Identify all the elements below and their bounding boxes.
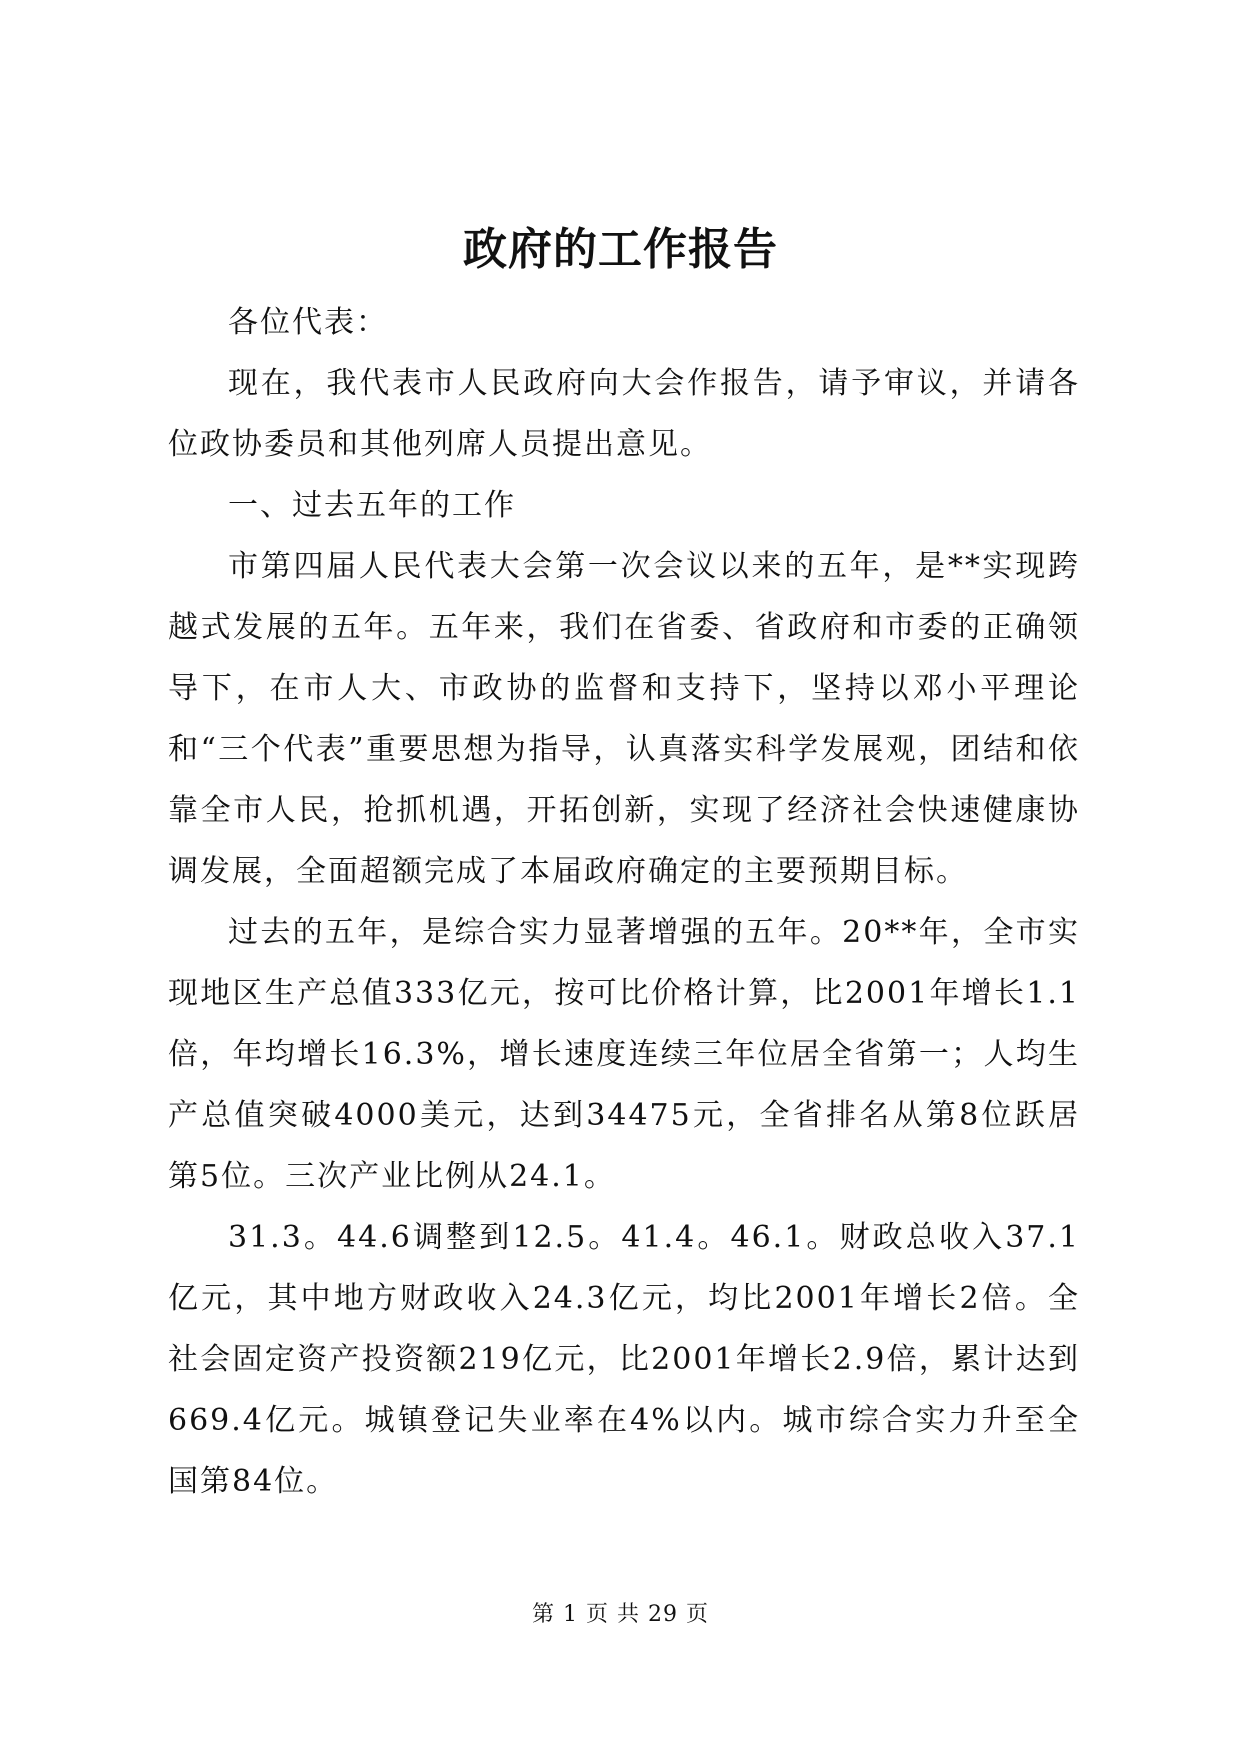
body-paragraph: 市第四届人民代表大会第一次会议以来的五年，是**实现跨越式发展的五年。五年来，我们在省委、省政府和市委的正确领导下，在市人大、市政协的监督和支持下，坚持以邓小平理论和“三个代表”重要思想为指导，认真落实科学发展观，团结和依靠全市人民，抢抓机遇，开拓创新，实现了经济社会快速健康协调发展，全面超额完成了本届政府确定的主要预期目标。 <box>168 549 1080 889</box>
salutation-paragraph: 各位代表： <box>228 305 388 340</box>
document-title: 政府的工作报告 <box>463 224 778 275</box>
body-paragraph: 31.3。44.6调整到12.5。41.4。46.1。财政总收入37.1亿元，其中地方财政收入24.3亿元，均比2001年增长2倍。全社会固定资产投资额219亿元，比2001年增长2.9倍，累计达到669.4亿元。城镇登记失业率在4%以内。城市综合实力升至全国第84位。 <box>168 1220 1080 1499</box>
page-footer: 第 1 页 共 29 页 <box>532 1602 709 1627</box>
body-paragraph: 过去的五年，是综合实力显著增强的五年。20**年，全市实现地区生产总值333亿元，按可比价格计算，比2001年增长1.1倍，年均增长16.3%，增长速度连续三年位居全省第一；人均生产总值突破4000美元，达到34475元，全省排名从第8位跃居第5位。三次产业比例从24.1。 <box>168 915 1080 1194</box>
intro-paragraph: 现在，我代表市人民政府向大会作报告，请予审议，并请各位政协委员和其他列席人员提出意见。 <box>168 366 1080 462</box>
section-heading: 一、过去五年的工作 <box>228 488 516 523</box>
document-body <box>168 292 1080 1512</box>
